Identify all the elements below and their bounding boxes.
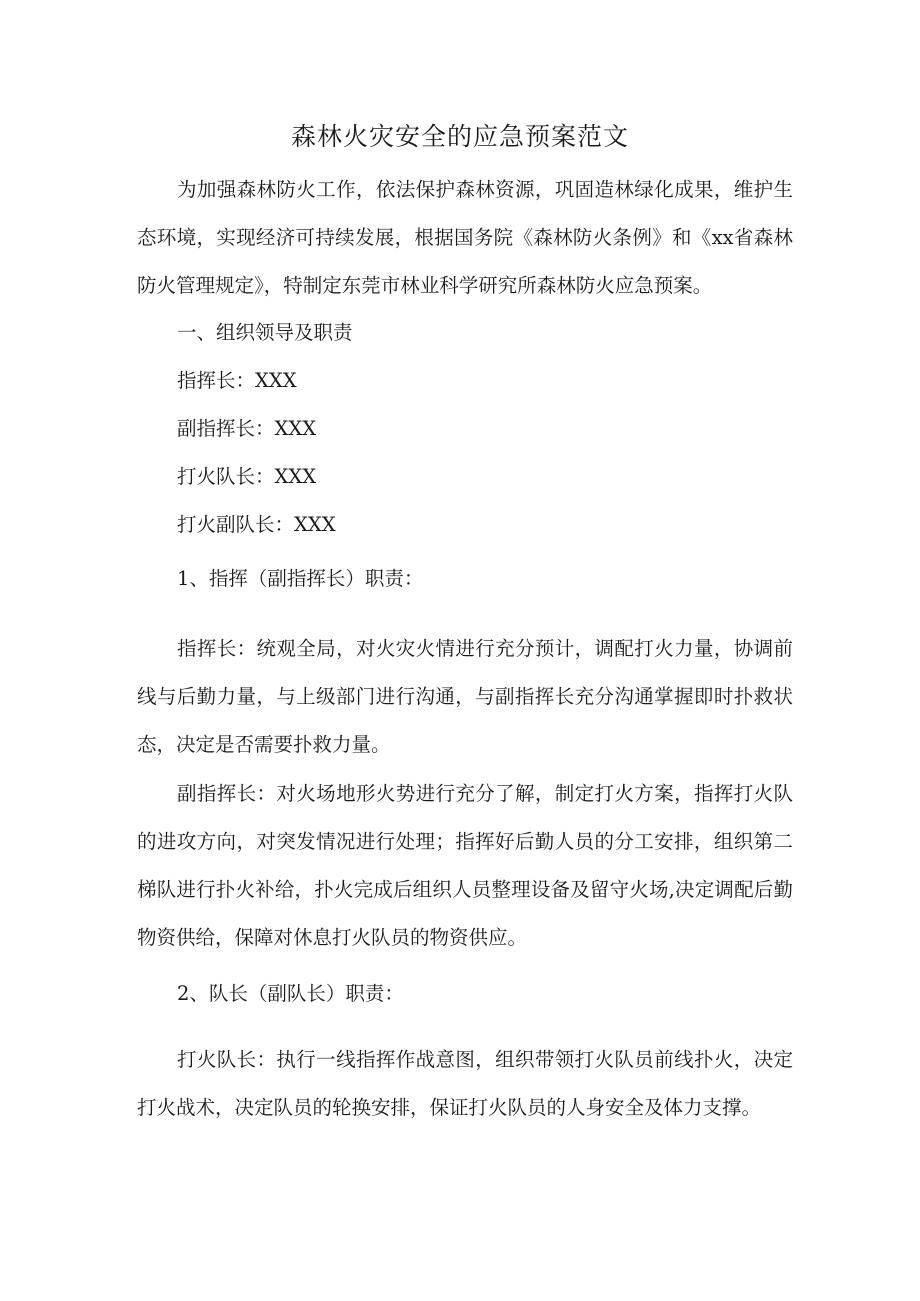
- subheading-commander-duties: 1、指挥（副指挥长）职责：: [177, 567, 424, 590]
- commander-line: 指挥长：XXX: [177, 369, 297, 392]
- deputy-commander-line: 副指挥长：XXX: [177, 417, 317, 440]
- deputy-fire-captain-line: 打火副队长：XXX: [177, 513, 336, 536]
- section-heading-organization: 一、组织领导及职责: [177, 321, 353, 344]
- fire-captain-line: 打火队长：XXX: [177, 465, 317, 488]
- intro-paragraph: 为加强森林防火工作，依法保护森林资源，巩固造林绿化成果，维护生态环境，实现经济可持续发展，根据国务院《森林防火条例》和《xx省森林防火管理规定》，特制定东莞市林业科学研究所森林防火应急预案。: [137, 178, 793, 297]
- fire-captain-duties-paragraph: 打火队长：执行一线指挥作战意图，组织带领打火队员前线扑火，决定打火战术，决定队员的轮换安排，保证打火队员的人身安全及体力支撑。: [137, 1048, 793, 1119]
- commander-duties-paragraph: 指挥长：统观全局，对火灾火情进行充分预计，调配打火力量，协调前线与后勤力量，与上级部门进行沟通，与副指挥长充分沟通掌握即时扑救状态，决定是否需要扑救力量。: [137, 637, 793, 756]
- deputy-commander-duties-paragraph: 副指挥长：对火场地形火势进行充分了解，制定打火方案，指挥打火队的进攻方向，对突发情况进行处理；指挥好后勤人员的分工安排，组织第二梯队进行扑火补给，扑火完成后组织人员整理设备及留守火场,决定调配后勤物资供给，保障对休息打火队员的物资供应。: [137, 782, 793, 949]
- document-title: 森林火灾安全的应急预案范文: [290, 122, 629, 151]
- subheading-captain-duties: 2、队长（副队长）职责：: [177, 982, 404, 1005]
